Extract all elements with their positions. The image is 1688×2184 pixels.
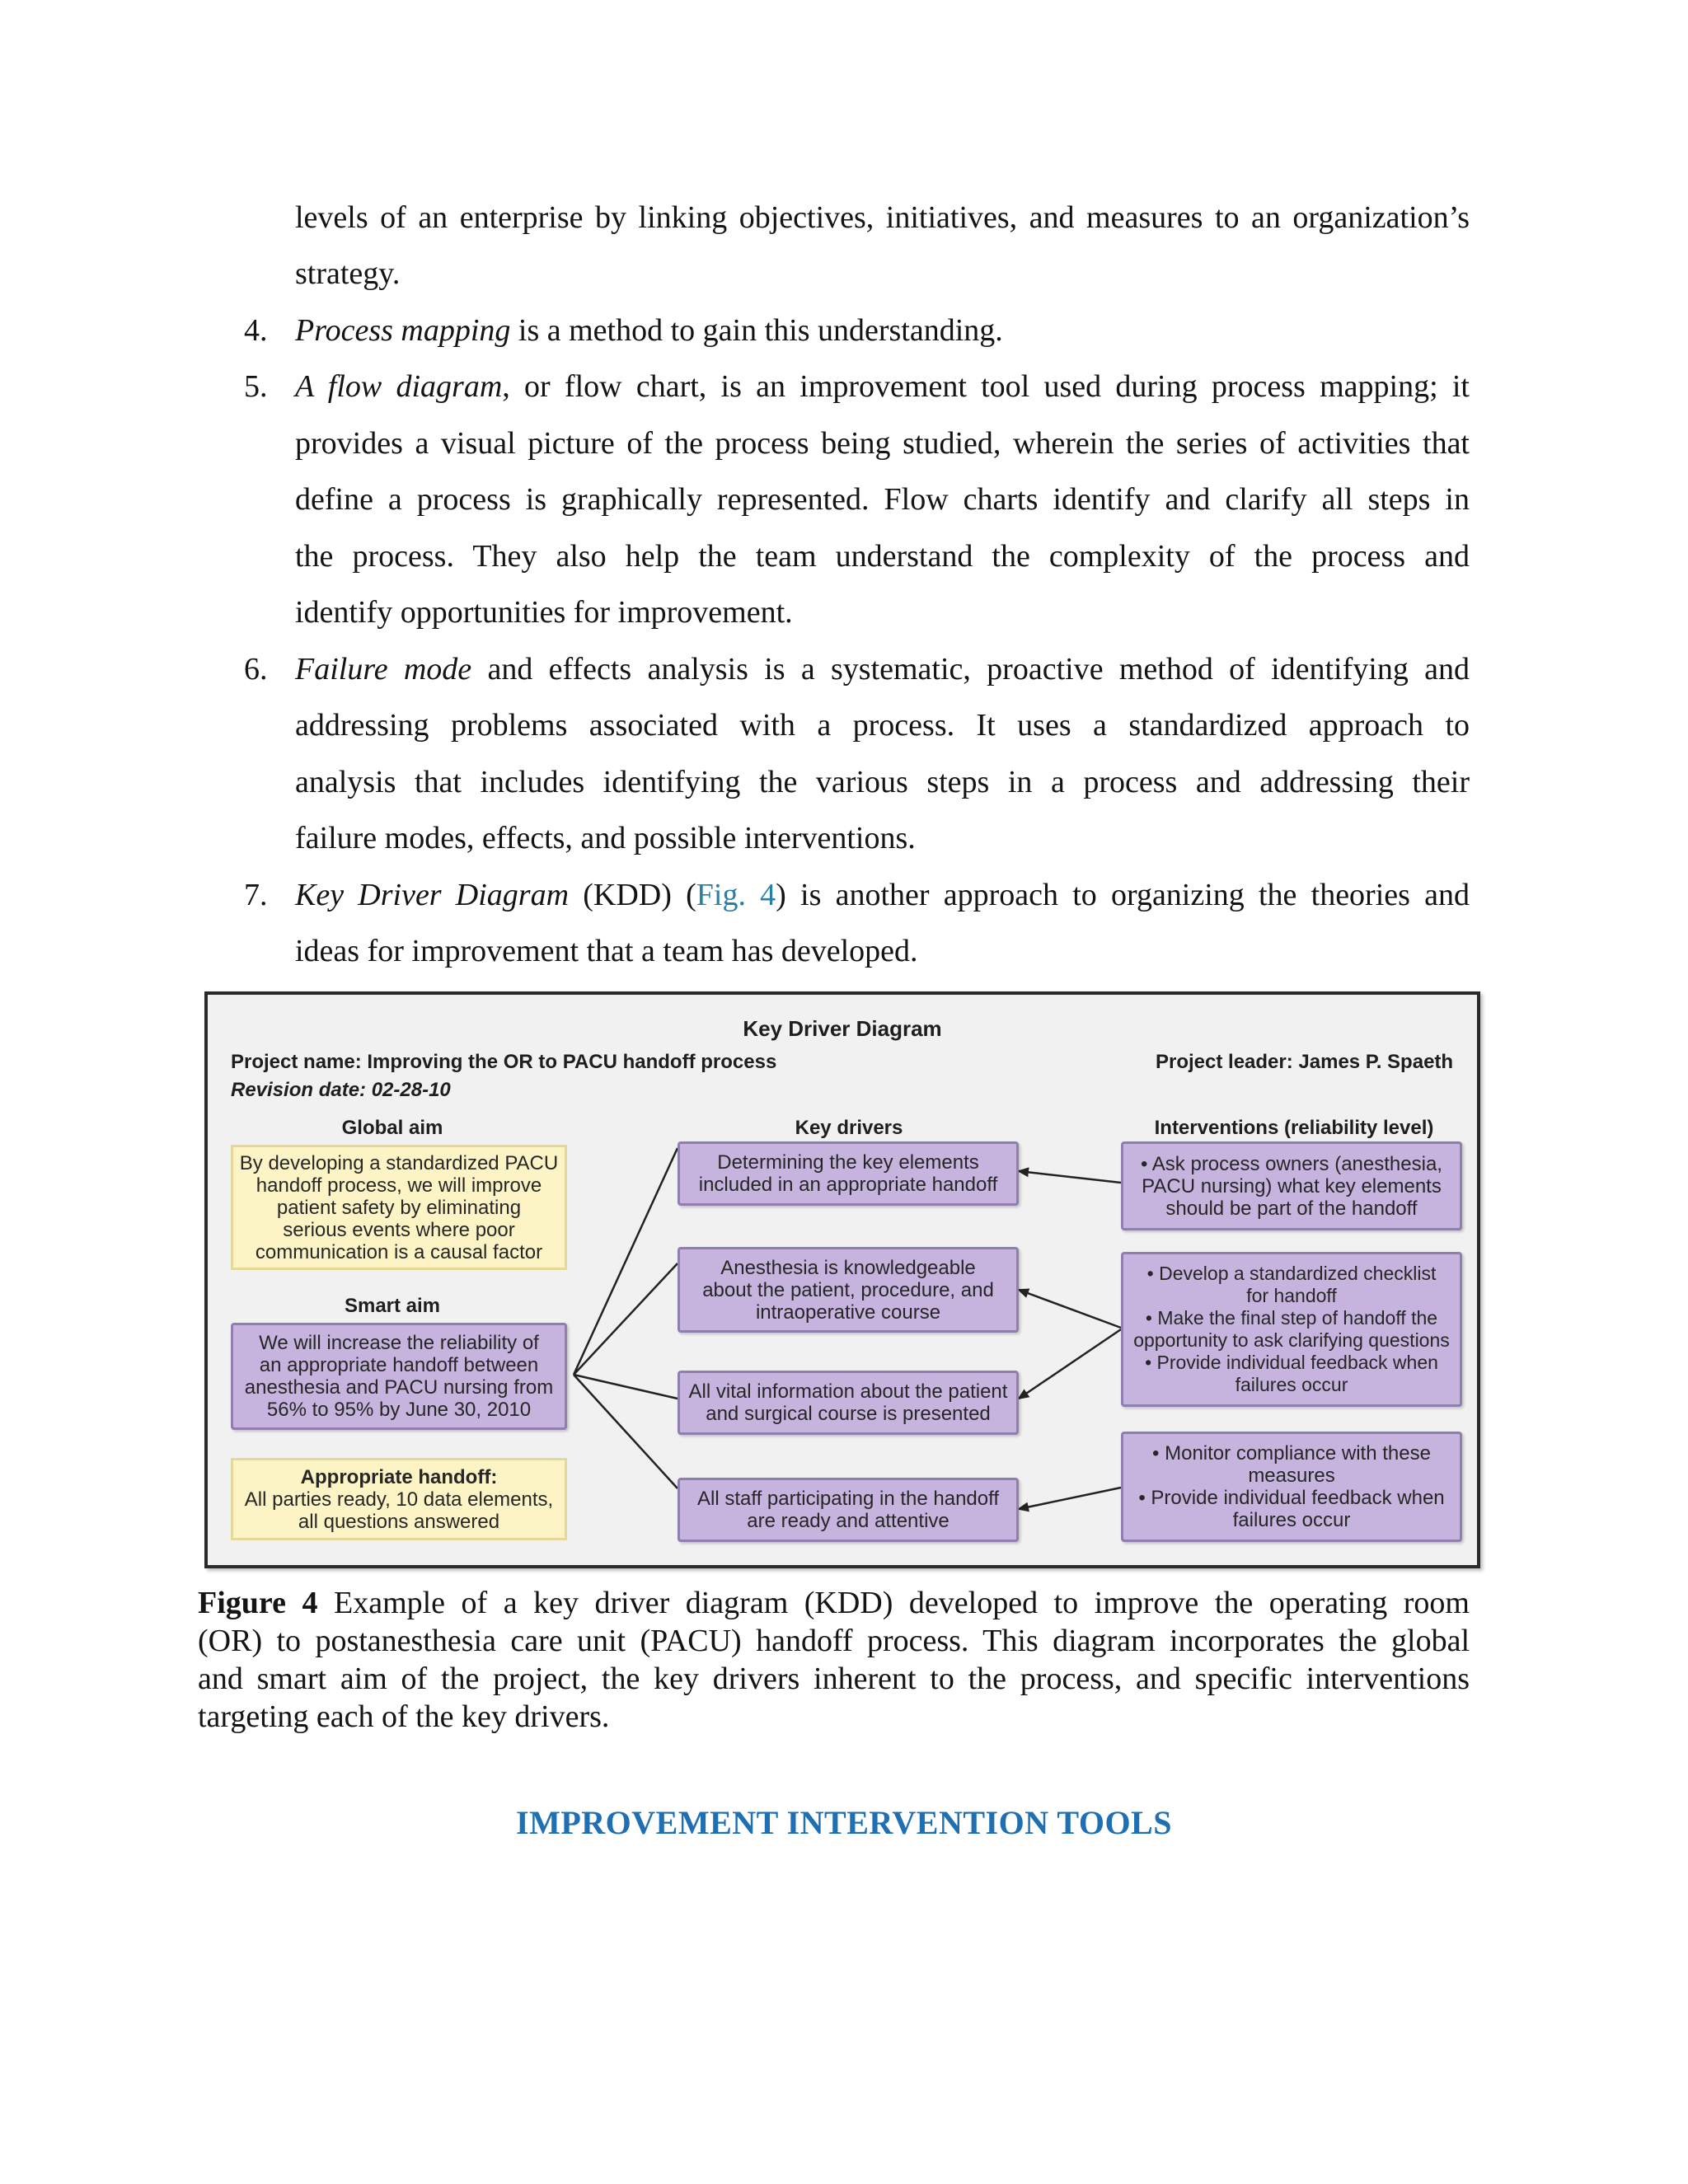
intervention-box	[1121, 1252, 1462, 1407]
column-header-key-drivers: Key drivers	[795, 1117, 903, 1139]
arrow	[1019, 1329, 1121, 1399]
text: is a method to gain this understanding.	[510, 313, 1003, 348]
caption-line: (OR) to postanesthesia care unit (PACU) handoff process. This diagram incorporates the global	[198, 1624, 1470, 1658]
column-header-global-aim: Global aim	[341, 1117, 443, 1139]
connector-line	[574, 1263, 678, 1375]
list-item-5	[295, 367, 1470, 406]
term: A flow diagram	[295, 369, 503, 404]
paragraph-line: identify opportunities for improvement.	[295, 595, 793, 630]
intervention-box	[1121, 1432, 1462, 1542]
box-line: All vital information about the patient	[688, 1380, 1008, 1403]
paragraph-line: ideas for improvement that a team has developed.	[295, 934, 918, 968]
box-line: are ready and attentive	[747, 1510, 950, 1532]
box-line: 56% to 95% by June 30, 2010	[266, 1399, 532, 1421]
box-line: should be part of the handoff	[1165, 1197, 1418, 1220]
box-line: included in an appropriate handoff	[698, 1174, 998, 1196]
list-number: 7.	[244, 878, 268, 912]
text: and effects analysis is a systematic, proactive method of identifying and	[471, 652, 1470, 687]
box-line: • Monitor compliance with these	[1152, 1442, 1431, 1465]
paragraph-line: analysis that includes identifying the various steps in a process and addressing their	[295, 765, 1470, 799]
list-number: 6.	[244, 652, 268, 687]
paragraph-line: define a process is graphically represented. Flow charts identify and clarify all steps in	[295, 482, 1470, 517]
text: ) is another approach to organizing the theories and	[776, 878, 1470, 912]
revision-date: Revision date: 02-28-10	[231, 1079, 451, 1101]
box-line: • Provide individual feedback when	[1145, 1352, 1438, 1373]
box-line: measures	[1248, 1465, 1335, 1487]
box-line: • Develop a standardized checklist	[1146, 1263, 1437, 1284]
paragraph-line: the process. They also help the team understand the complexity of the process and	[295, 539, 1470, 574]
key-driver-box	[678, 1371, 1019, 1435]
box-line: all questions answered	[298, 1510, 500, 1533]
box-line: patient safety by eliminating	[276, 1196, 522, 1219]
paragraph-line: failure modes, effects, and possible interventions.	[295, 821, 916, 855]
arrow	[1019, 1290, 1121, 1328]
intervention-box	[1121, 1141, 1462, 1230]
box-title: Appropriate handoff:	[300, 1465, 498, 1488]
figure-caption	[198, 1584, 1470, 1736]
key-driver-box	[678, 1247, 1019, 1333]
text: (KDD) (	[569, 878, 696, 912]
paragraph-line: provides a visual picture of the process being studied, wherein the series of activities that	[295, 426, 1470, 461]
list-item-4	[295, 311, 1470, 350]
box-line: By developing a standardized PACU	[239, 1151, 559, 1174]
appropriate-handoff-box	[231, 1458, 567, 1540]
box-line: an appropriate handoff between	[259, 1354, 539, 1376]
arrow	[1019, 1488, 1121, 1509]
diagram-title: Key Driver Diagram	[743, 1016, 942, 1041]
term: Process mapping	[295, 313, 511, 348]
box-line: Anesthesia is knowledgeable	[720, 1256, 976, 1279]
term: Failure mode	[295, 652, 472, 687]
caption-label: Figure 4	[198, 1586, 318, 1620]
list-item-6	[295, 649, 1470, 689]
text: , or flow chart, is an improvement tool used during process mapping; it	[502, 369, 1470, 404]
box-line: and surgical course is presented	[706, 1403, 991, 1425]
arrow	[1019, 1171, 1121, 1183]
box-line: • Ask process owners (anesthesia,	[1141, 1152, 1442, 1175]
key-driver-box	[678, 1478, 1019, 1542]
box-line: All parties ready, 10 data elements,	[244, 1488, 554, 1511]
paragraph-line: strategy.	[295, 256, 401, 291]
paragraph-line: addressing problems associated with a process. It uses a standardized approach to	[295, 708, 1470, 743]
box-line: handoff process, we will improve	[256, 1174, 542, 1197]
column-header-interventions: Interventions (reliability level)	[1154, 1117, 1434, 1139]
box-line: • Provide individual feedback when	[1138, 1487, 1445, 1509]
smart-aim-box	[231, 1323, 567, 1430]
caption-line	[198, 1584, 1470, 1622]
box-line: failures occur	[1235, 1374, 1348, 1395]
box-line: Determining the key elements	[717, 1151, 979, 1174]
box-line: PACU nursing) what key elements	[1142, 1174, 1442, 1197]
box-line: communication is a causal factor	[255, 1240, 543, 1263]
global-aim-box	[231, 1145, 567, 1270]
box-line: All staff participating in the handoff	[696, 1488, 1000, 1510]
connector-line	[574, 1148, 678, 1375]
term: Key Driver Diagram	[295, 878, 570, 912]
box-line: We will increase the reliability of	[259, 1332, 539, 1354]
box-line: intraoperative course	[755, 1301, 941, 1324]
caption-line: targeting each of the key drivers.	[198, 1699, 610, 1734]
box-line: failures occur	[1232, 1509, 1351, 1531]
connector-line	[574, 1375, 678, 1399]
smart-aim-label: Smart aim	[344, 1295, 441, 1317]
box-line: anesthesia and PACU nursing from	[244, 1376, 554, 1399]
box-line: • Make the final step of handoff the	[1145, 1307, 1438, 1329]
box-line: serious events where poor	[283, 1218, 515, 1241]
box-line: opportunity to ask clarifying questions	[1133, 1329, 1450, 1351]
figure-link[interactable]: Fig. 4	[696, 878, 776, 912]
list-item-7	[295, 875, 1470, 915]
list-number: 5.	[244, 369, 268, 404]
box-line: for handoff	[1246, 1285, 1337, 1306]
box-line: about the patient, procedure, and	[702, 1278, 994, 1301]
project-name: Project name: Improving the OR to PACU handoff process	[231, 1051, 777, 1073]
section-heading: IMPROVEMENT INTERVENTION TOOLS	[516, 1804, 1172, 1841]
connector-line	[574, 1375, 678, 1488]
list-number: 4.	[244, 313, 268, 348]
caption-text: Example of a key driver diagram (KDD) developed to improve the operating room	[317, 1586, 1470, 1620]
project-leader: Project leader: James P. Spaeth	[1156, 1051, 1454, 1073]
key-driver-diagram-figure	[204, 991, 1480, 1568]
key-driver-box	[678, 1141, 1019, 1206]
paragraph-line: levels of an enterprise by linking objectives, initiatives, and measures to an organization’s	[295, 200, 1470, 235]
caption-line: and smart aim of the project, the key drivers inherent to the process, and specific interventions	[198, 1661, 1470, 1696]
